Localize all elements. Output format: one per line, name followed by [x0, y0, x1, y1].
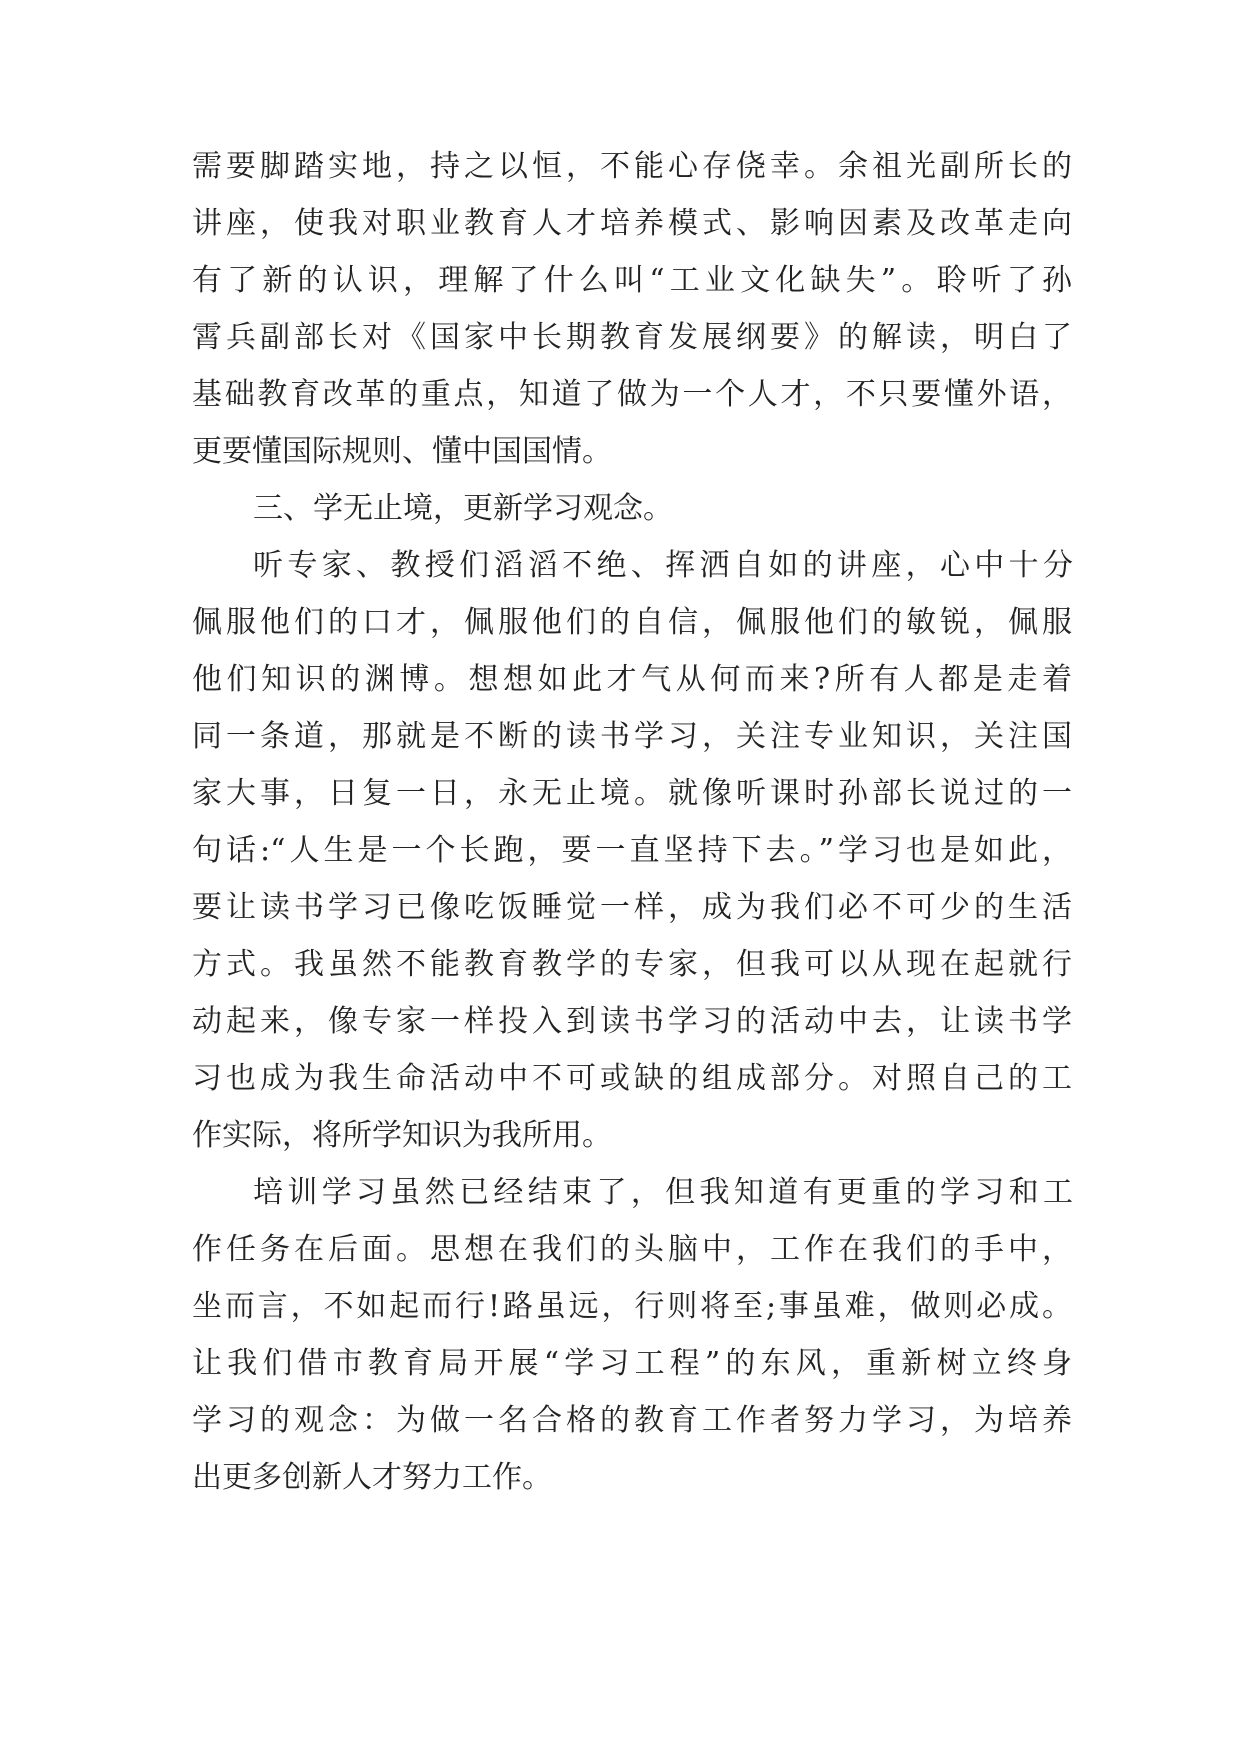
text-line: 作实际，将所学知识为我所用。: [192, 1118, 612, 1153]
text-line: 基础教育改革的重点，知道了做为一个人才，不只要懂外语，: [192, 377, 1072, 412]
text-line: 家大事，日复一日，永无止境。就像听课时孙部长说过的一: [192, 776, 1072, 811]
text-line: 要让读书学习已像吃饭睡觉一样，成为我们必不可少的生活: [192, 890, 1072, 925]
text-line: 坐而言，不如起而行!路虽远，行则将至;事虽难，做则必成。: [192, 1289, 1072, 1324]
text-line: 霄兵副部长对《国家中长期教育发展纲要》的解读，明白了: [192, 320, 1072, 355]
text-line: 出更多创新人才努力工作。: [192, 1460, 552, 1495]
text-line: 培训学习虽然已经结束了，但我知道有更重的学习和工: [253, 1175, 1073, 1210]
text-line: 需要脚踏实地，持之以恒，不能心存侥幸。余祖光副所长的: [192, 149, 1072, 184]
text-line: 佩服他们的口才，佩服他们的自信，佩服他们的敏锐，佩服: [192, 605, 1072, 640]
text-line: 习也成为我生命活动中不可或缺的组成部分。对照自己的工: [192, 1061, 1072, 1096]
text-line: 句话:“人生是一个长跑，要一直坚持下去。”学习也是如此，: [192, 833, 1072, 868]
text-line: 他们知识的渊博。想想如此才气从何而来?所有人都是走着: [192, 662, 1072, 697]
text-line: 讲座，使我对职业教育人才培养模式、影响因素及改革走向: [192, 206, 1072, 241]
text-line: 听专家、教授们滔滔不绝、挥洒自如的讲座，心中十分: [253, 548, 1073, 583]
text-line: 学习的观念：为做一名合格的教育工作者努力学习，为培养: [192, 1403, 1072, 1438]
text-line: 动起来，像专家一样投入到读书学习的活动中去，让读书学: [192, 1004, 1072, 1039]
text-line: 同一条道，那就是不断的读书学习，关注专业知识，关注国: [192, 719, 1072, 754]
text-line: 方式。我虽然不能教育教学的专家，但我可以从现在起就行: [192, 947, 1072, 982]
section-heading: 三、学无止境，更新学习观念。: [253, 491, 673, 526]
text-line: 更要懂国际规则、懂中国国情。: [192, 434, 612, 469]
text-line: 让我们借市教育局开展“学习工程”的东风，重新树立终身: [192, 1346, 1072, 1381]
text-line: 作任务在后面。思想在我们的头脑中，工作在我们的手中，: [192, 1232, 1072, 1267]
text-line: 有了新的认识，理解了什么叫“工业文化缺失”。聆听了孙: [192, 263, 1072, 298]
